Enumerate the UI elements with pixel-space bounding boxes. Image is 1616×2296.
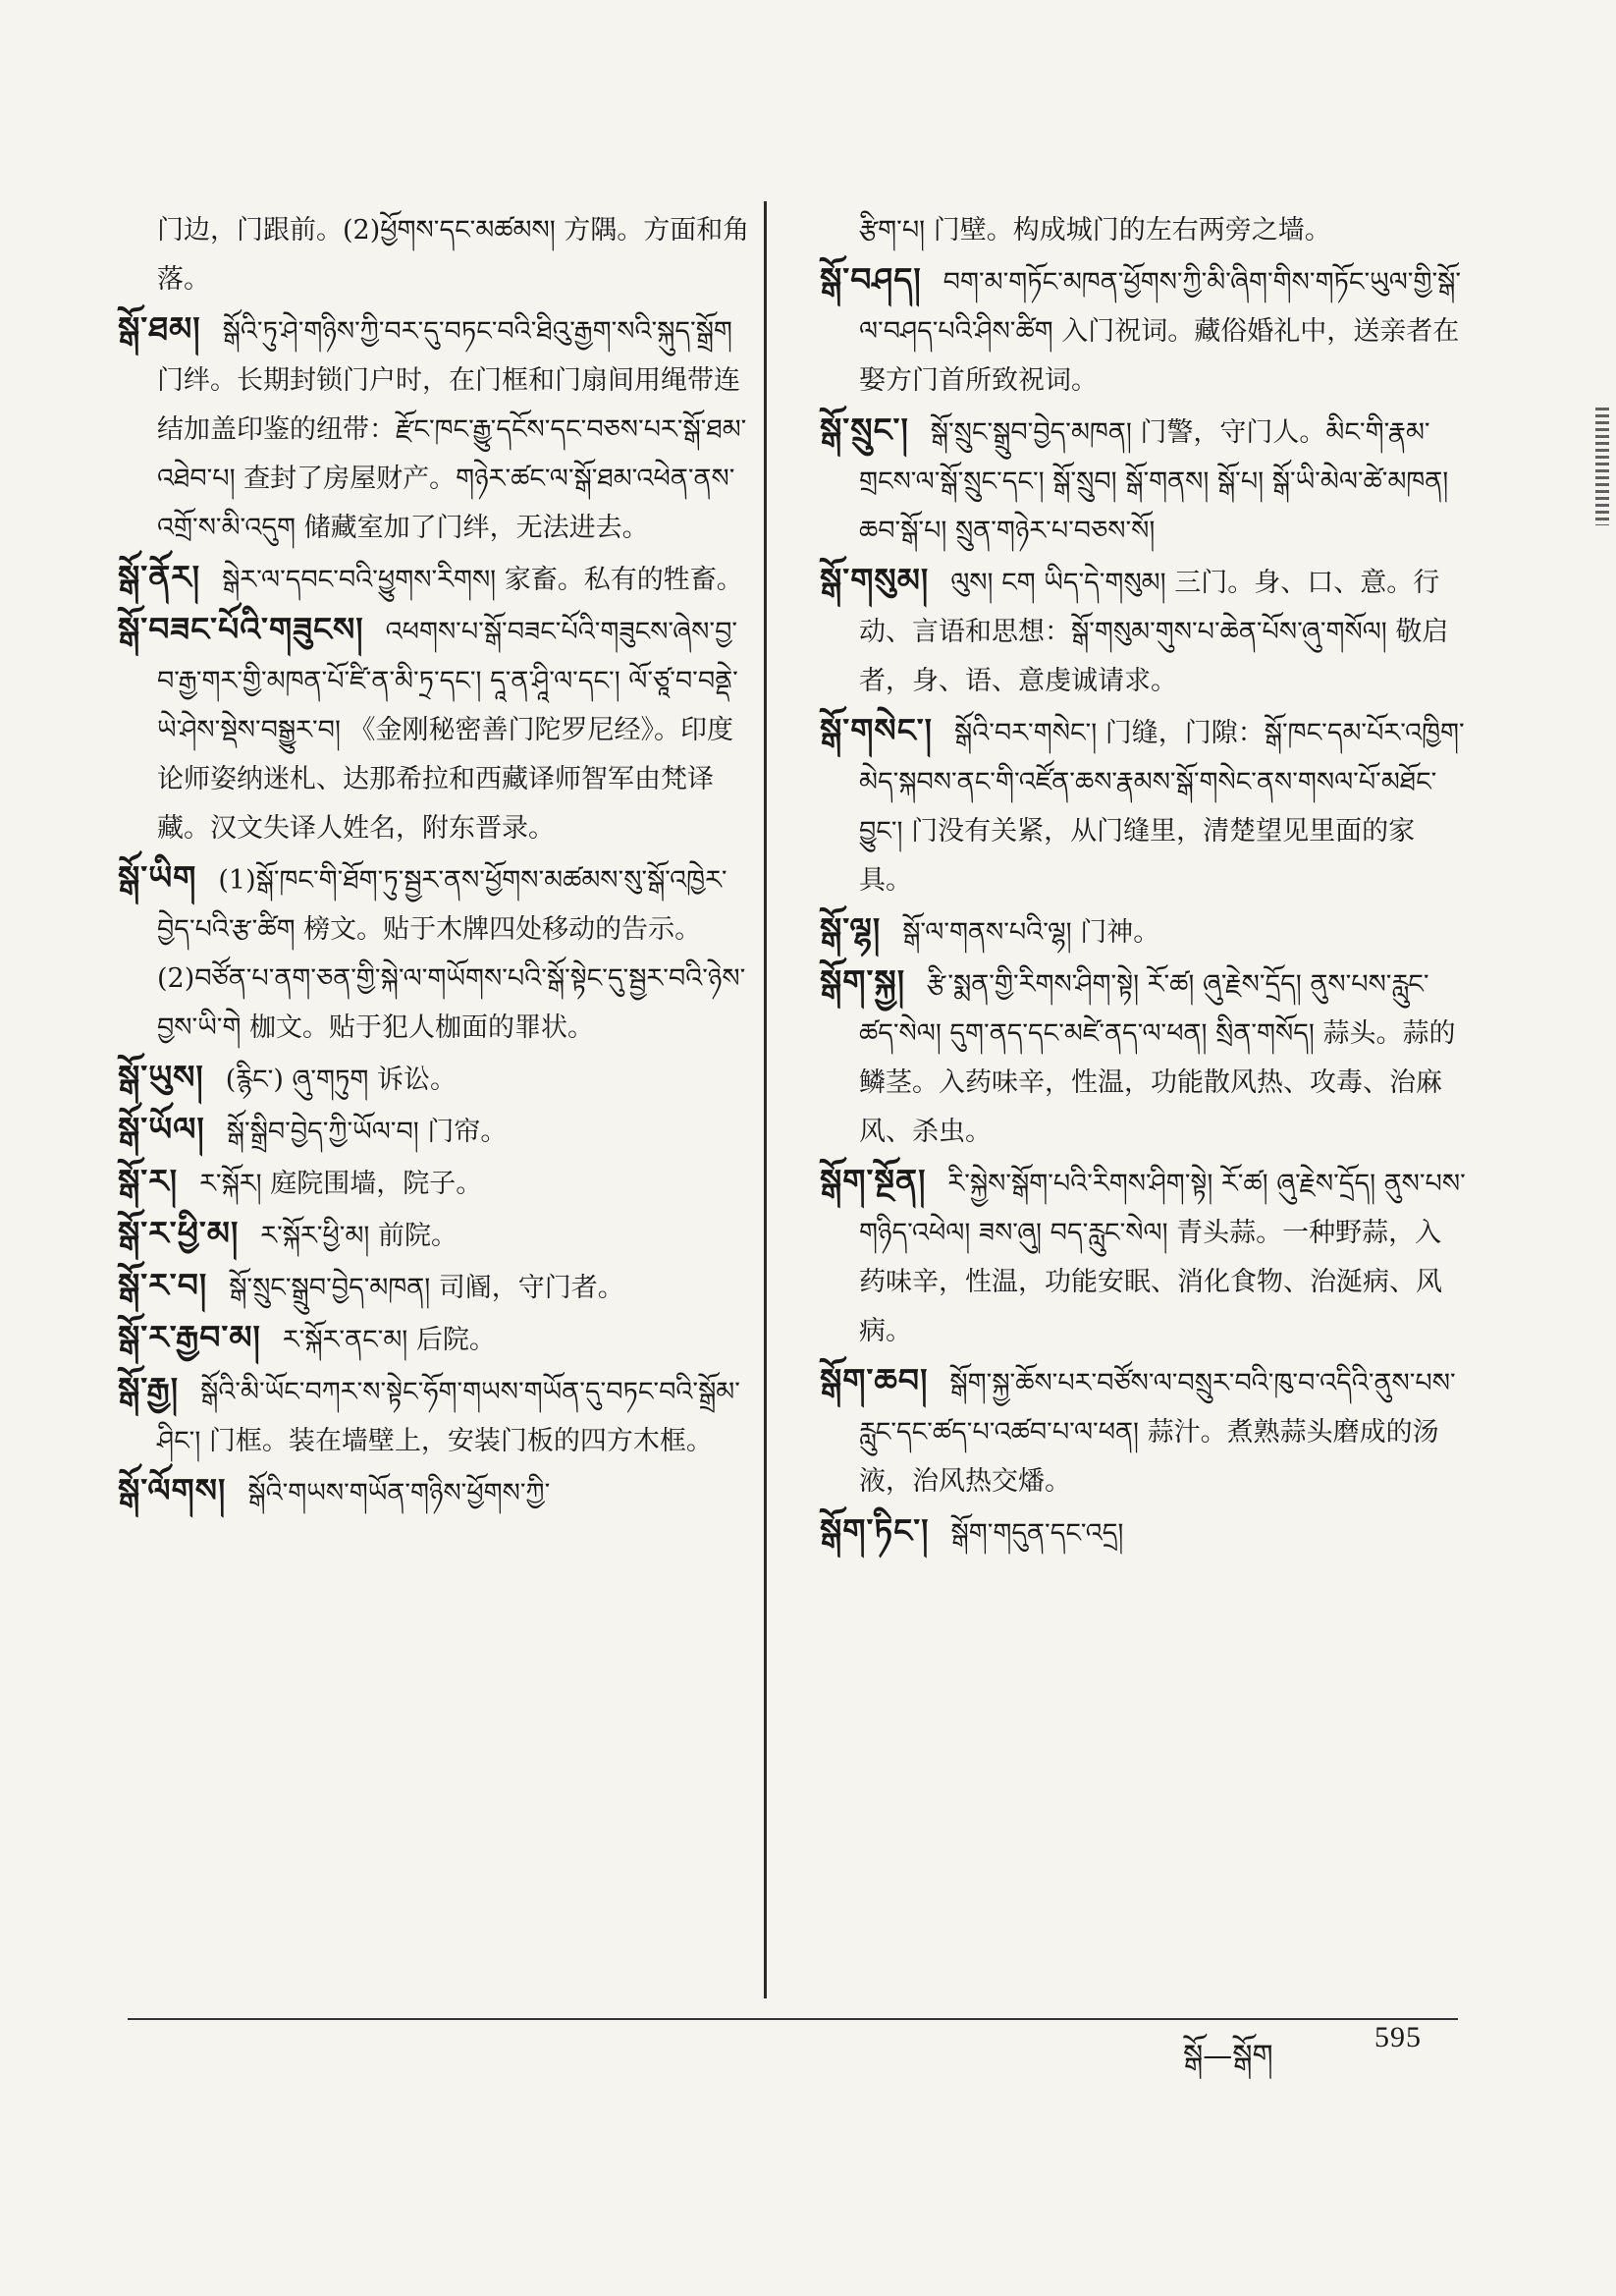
- entry-definition: (རྙིང་) ཞུ་གཏུག 诉讼。: [225, 1065, 457, 1095]
- entry-definition: སྒོའི་བར་གསེང་། 门缝，门隙：སྒོ་ཁང་དམ་པོར་འཁྱིག་མེད་སྐབས་ནང་གི་འཛོན་ཆས་རྣམས་སྒོ་གསེང་ནས་གསལ་པོ་མཐོང་བྱུང་། 门没有关紧，从门缝里，清楚望见里面的家具。: [859, 718, 1465, 896]
- dictionary-entry: [820, 706, 1468, 905]
- dictionary-entry: [118, 1209, 751, 1261]
- entry-headword: སྒོག་སྐྱ།: [820, 962, 906, 1001]
- dictionary-entry: [820, 556, 1468, 706]
- entry-definition: (1)སྒོ་ཁང་གི་ཐོག་ཏུ་སྦྱར་ནས་ཕྱོགས་མཚམས་སུ་སྒོ་འཁྱེར་བྱེད་པའི་རྩ་ཚིག 榜文。贴于木牌四处移动的告示。(2)བཙོན་པ་ནག་ཅན་གྱི་སྐེ་ལ་གཡོགས་པའི་སྒོ་སྟེང་དུ་སྦྱར་བའི་ཉེས་བྱས་ཡི་གེ 枷文。贴于犯人枷面的罪状。: [157, 865, 746, 1043]
- right-column: [820, 206, 1468, 1558]
- entry-definition: ར་སྐོར་ཕྱི་མ། 前院。: [260, 1221, 458, 1251]
- dictionary-entry: [118, 1313, 751, 1365]
- entry-headword: སྒོ་ལོགས།: [118, 1471, 227, 1509]
- entry-headword: སྒོ་ཡིག: [118, 858, 197, 897]
- dictionary-entry: [118, 553, 751, 605]
- dictionary-entry: [118, 1466, 751, 1518]
- entry-definition: སྒོའི་ཏུ་ཤེ་གཉིས་ཀྱི་བར་དུ་བཏང་བའི་ཐིའུ་རྒྱག་སའི་སྐུད་སྒྲོག 门绊。长期封锁门户时，在门框和门扇间用绳带连结加盖印鉴的纽带：རྫོང་ཁང་རྒྱུ་དངོས་དང་བཅས་པར་སྒོ་ཐམ་འཐེབ་པ། 查封了房屋财产。གཉེར་ཚང་ལ་སྒོ་ཐམ་འཕེན་ནས་འགྲོ་ས་མི་འདུག 储藏室加了门绊，无法进去。: [157, 316, 747, 543]
- entry-headword: སྒོ་ནོར།: [118, 558, 201, 596]
- entry-headword: སྒོ་ར།: [118, 1162, 179, 1200]
- column-divider: [764, 201, 767, 1998]
- entry-headword: སྒོག་ཏིང་།: [820, 1511, 930, 1550]
- dictionary-entry: [118, 1261, 751, 1313]
- entry-headword: སྒོ་བཟང་པོའི་གཟུངས།: [118, 610, 364, 648]
- dictionary-entry: [118, 1105, 751, 1157]
- entry-definition: ར་སྐོར་ནང་མ། 后院。: [282, 1325, 496, 1355]
- dictionary-entry: [820, 255, 1468, 406]
- dictionary-entry: [118, 1157, 751, 1209]
- entry-definition: སྒོག་གདུན་དང་འདྲ།: [950, 1518, 1124, 1549]
- entry-definition: ར་སྐོར། 庭院围墙，院子。: [199, 1169, 483, 1199]
- dictionary-entry: [118, 304, 751, 553]
- dictionary-entry: [118, 853, 751, 1053]
- entry-headword: སྒོག་སྔོན།: [820, 1162, 927, 1200]
- entry-headword: སྒོ་རྒྱ།: [118, 1370, 180, 1408]
- entry-headword: སྒོ་ཐམ།: [118, 309, 201, 348]
- entry-definition: སྒོག་སྐྱ་ཆོས་པར་བཙོས་ལ་བསྲུར་བའི་ཁུ་བ་འདིའི་ནུས་པས་རླུང་དང་ཚད་པ་འཚབ་པ་ལ་ཕན། 蒜汁。煮熟蒜头磨成的汤液，治风热交燔。: [859, 1368, 1456, 1497]
- dictionary-entry: [118, 1053, 751, 1105]
- dictionary-entry: [820, 406, 1468, 556]
- entry-headword: སྒོ་ཡུས།: [118, 1058, 204, 1096]
- entry-definition: སྒོ་སྒྲིབ་བྱེད་ཀྱི་ཡོལ་བ། 门帘。: [226, 1117, 508, 1147]
- entry-headword: སྒོ་ར་བ།: [118, 1266, 208, 1304]
- dictionary-entry: [820, 1356, 1468, 1506]
- entry-definition: སྒོ་སྲུང་སྒྲུབ་བྱེད་མཁན། 司阍，守门者。: [229, 1273, 624, 1303]
- entry-headword: སྒོག་ཆབ།: [820, 1361, 929, 1399]
- dictionary-entry: [820, 905, 1468, 957]
- dictionary-entry: [820, 1506, 1468, 1558]
- dictionary-entry: [118, 605, 751, 853]
- entry-definition: སྒོའི་གཡས་གཡོན་གཉིས་ཕྱོགས་ཀྱི་: [247, 1478, 551, 1508]
- left-column: [118, 206, 751, 1518]
- dictionary-entry: [820, 1157, 1468, 1356]
- entry-definition: རྩི་སྨན་གྱི་རིགས་ཤིག་སྟེ། རོ་ཚ། ཞུ་རྗེས་དྲོད། ནུས་པས་རླུང་ཚད་སེལ། དུག་ནད་དང་མཛེ་ནད་ལ་ཕན། སྲིན་གསོད། 蒜头。蒜的鳞茎。入药味辛，性温，功能散风热、攻毒、治麻风、杀虫。: [859, 969, 1456, 1147]
- page-number: 595: [1374, 2021, 1422, 2053]
- footer-rule: [128, 2018, 1458, 2020]
- entry-definition: བག་མ་གཏོང་མཁན་ཕྱོགས་ཀྱི་མི་ཞིག་གིས་གཏོང་ཡུལ་གྱི་སྒོ་ལ་བཤད་པའི་ཤིས་ཚིག 入门祝词。藏俗婚礼中，送亲者在娶方门首所致祝词。: [859, 267, 1462, 396]
- entry-continuation: 门边，门跟前。(2)ཕྱོགས་དང་མཚམས། 方隅。方面和角落。: [157, 215, 750, 295]
- entry-definition: སྒོ་ལ་གནས་པའི་ལྷ། 门神。: [902, 917, 1160, 948]
- entry-definition: རི་སྐྱེས་སྒོག་པའི་རིགས་ཤིག་སྟེ། རོ་ཚ། ཞུ་རྗེས་དྲོད། ནུས་པས་གཉིད་འཕེལ། ཟས་ཞུ། བད་རླུང་སེལ། 青头蒜。一种野蒜，入药味辛，性温，功能安眠、消化食物、治涎病、风病。: [859, 1169, 1466, 1346]
- scan-margin-mark: [1595, 408, 1609, 525]
- entry-headword: སྒོ་གསུམ།: [820, 561, 930, 599]
- dictionary-entry: [118, 1365, 751, 1466]
- entry-headword: སྒོ་སྲུང་།: [820, 410, 909, 449]
- entry-definition: ལུས། ངག ཡིད་དེ་གསུམ། 三门。身、口、意。行动、言语和思想：སྒོ་གསུམ་གུས་པ་ཆེན་པོས་ཞུ་གསོལ། 敬启者，身、语、意虔诚请求。: [859, 568, 1449, 696]
- entry-definition: འཕགས་པ་སྒོ་བཟང་པོའི་གཟུངས་ཞེས་བྱ་བ་རྒྱ་གར་གྱི་མཁན་པོ་ཛི་ན་མི་ཏྲ་དང་། དཱ་ན་ཤཱི་ལ་དང་། ལོ་ཙཱ་བ་བནྡེ་ཡེ་ཤེས་སྡེས་བསྒྱུར་བ། 《金刚秘密善门陀罗尼经》。印度论师姿纳迷札、达那希拉和西藏译师智军由梵译藏。汉文失译人姓名，附东晋录。: [157, 617, 738, 844]
- entry-headword: སྒོ་ལྷ།: [820, 910, 882, 949]
- entry-headword: སྒོ་ར་རྒྱབ་མ།: [118, 1318, 261, 1356]
- dictionary-entry: [820, 957, 1468, 1157]
- entry-headword: སྒོ་གསེང་།: [820, 711, 934, 749]
- entry-definition: སྒོ་སྲུང་སྒྲུབ་བྱེད་མཁན། 门警，守门人。མིང་གི་རྣམ་གྲངས་ལ་སྒོ་སྲུང་དང་། སྒོ་སྲུབ། སྒོ་གནས། སྒོ་པ། སྒོ་ཡི་མེལ་ཚེ་མཁན། ཆབ་སྒོ་པ། སྲུན་གཉེར་པ་བཅས་སོ།: [859, 417, 1449, 546]
- entry-definition: སྒོའི་མི་ཡོང་བཀར་ས་སྟེང་ཧོག་གཡས་གཡོན་དུ་བཏང་བའི་སྒྲོམ་ཤིང་། 门框。装在墙壁上，安装门板的四方木框。: [157, 1377, 740, 1456]
- entry-headword: སྒོ་ཡོལ།: [118, 1110, 205, 1148]
- footer-headword-range: སྒོ—སྒོག: [1183, 2039, 1273, 2073]
- entry-continuation: རྩིག་པ། 门壁。构成城门的左右两旁之墙。: [859, 215, 1331, 246]
- entry-headword: སྒོ་ར་ཕྱི་མ།: [118, 1214, 240, 1252]
- entry-headword: སྒོ་བཤད།: [820, 260, 922, 299]
- entry-definition: སྒེར་ལ་དབང་བའི་ཕྱུགས་རིགས། 家畜。私有的牲畜。: [222, 565, 743, 595]
